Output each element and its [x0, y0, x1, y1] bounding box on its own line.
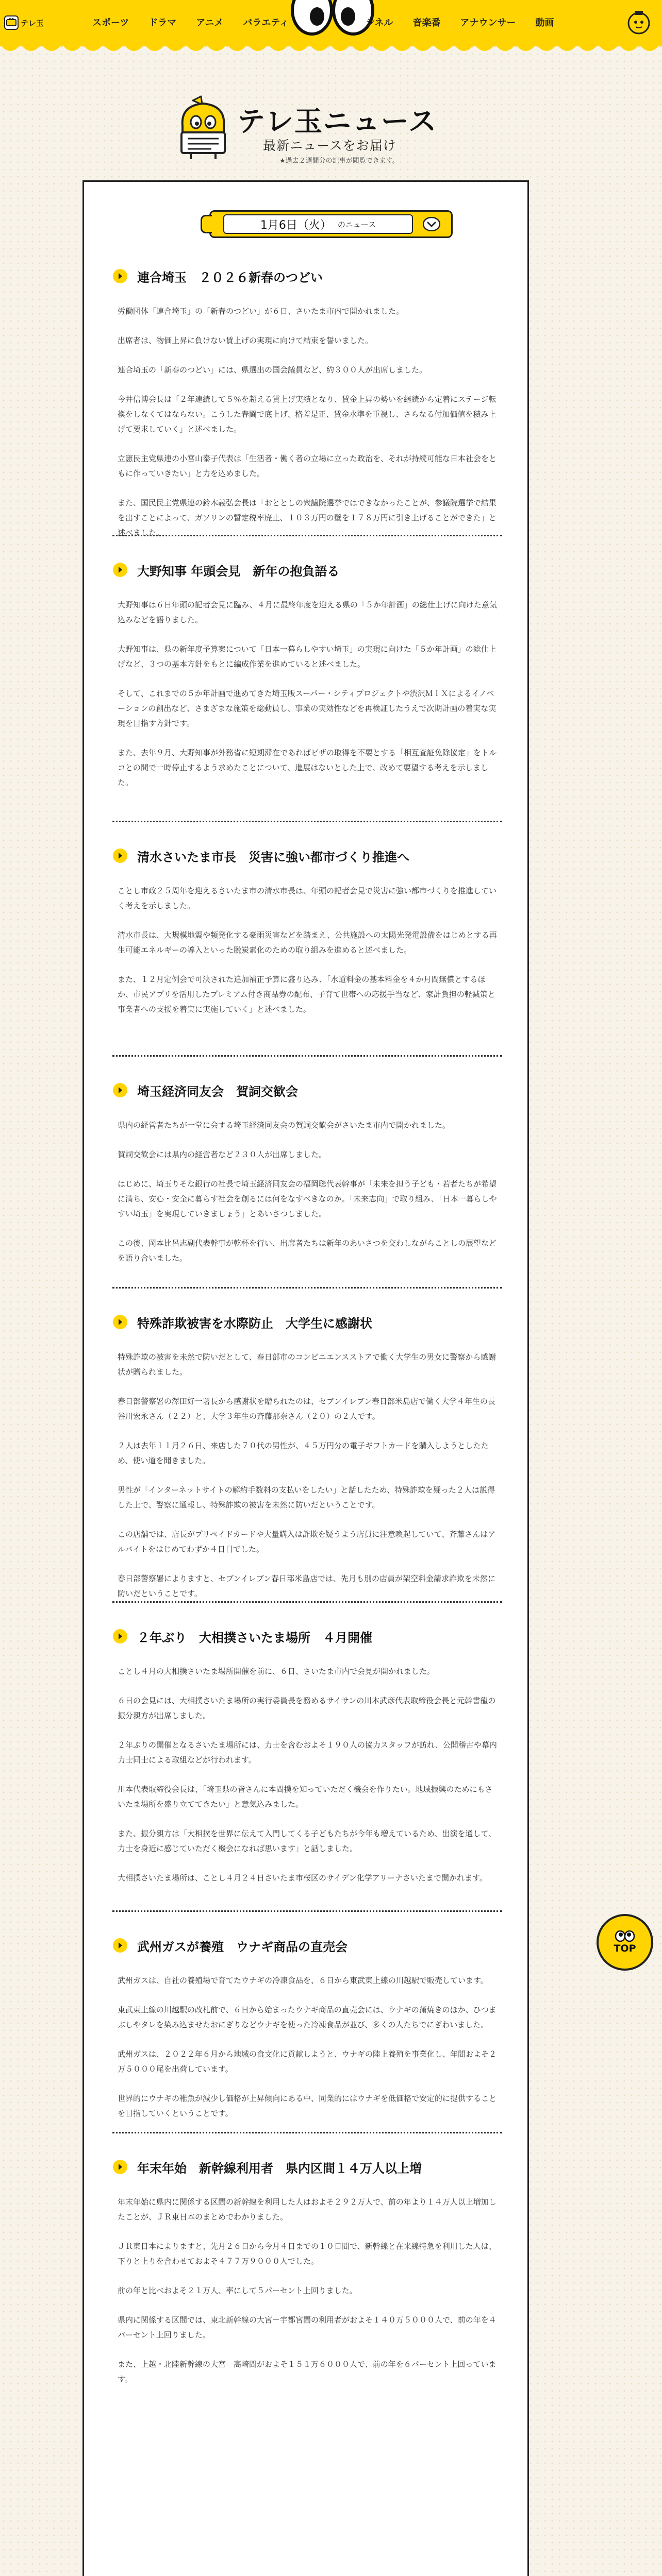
article-paragraph: 川本代表取締役会長は、「埼玉県の皆さんに本間撲を知っていただく機会を作りたい。地域振興のためにもさいたま場所を盛り立ててきたい」と意気込みました。 — [118, 1785, 493, 1809]
article-paragraph: 春日部警察署によりますと、セブンイレブン春日部米島店では、先月も別の店員が架空料金請求詐欺を未然に防いだということです。 — [118, 1574, 496, 1598]
article-paragraph: ２人は去年１１月２６日、来店した７０代の男性が、４５万円分の電子ギフトカードを購入しようとしたため、使い道を聞きました。 — [118, 1441, 489, 1465]
article-body — [112, 304, 502, 540]
article-divider — [112, 1910, 502, 1912]
arrow-bullet-icon — [112, 268, 128, 284]
selected-date: 1月6日（火） — [260, 218, 332, 232]
article-paragraph: 立憲民主党県連の小宮山泰子代表は「生活者・働く者の立場に立った政治を、それが持続可能な日本社会をともに作っていきたい」と力を込めました。 — [118, 454, 497, 478]
news-article — [112, 1627, 502, 1900]
mascot-eyes-small-icon — [615, 1930, 635, 1942]
global-nav-left — [82, 15, 299, 29]
mascot-newsreader-icon — [170, 95, 236, 161]
article-title: 清水さいたま市長 災害に強い都市づくり推進へ — [137, 850, 409, 865]
article-paragraph: 県内に関係する区間では、東北新幹線の大宮－宇都宮間の利用者がおよそ１４０万５０００人で、前の年を４パーセント上回りました。 — [118, 2315, 496, 2340]
article-body — [112, 1118, 502, 1266]
article-paragraph: この店舗では、店長がプリペイドカードや大量購入は詐欺を疑うよう店員に注意喚起していて、斉藤さんはアルバイトをはじめてわずか４日目でした。 — [118, 1530, 496, 1554]
article-paragraph: 春日部警察署の澤田好一署長から感謝状を贈られたのは、セブンイレブン春日部米島店で働く大学４年生の長谷川宏永さん（２２）と、大学３年生の斉藤那奈さん（２０）の２人です。 — [118, 1397, 496, 1421]
site-header — [0, 0, 662, 46]
article-paragraph: 大相撲さいたま場所は、ことし４月２４日さいたま市桜区のサイデン化学アリーナさいたまで開かれます。 — [118, 1873, 487, 1883]
page-subtitle: 最新ニュースをお届け — [263, 138, 396, 153]
article-paragraph: 出席者は、物価上昇に負けない賃上げの実現に向けて結束を誓いました。 — [118, 336, 373, 345]
article-body — [112, 1664, 502, 1886]
article-paragraph: 武州ガスは、自社の養殖場で育てたウナギの冷凍食品を、６日から東武東上線の川越駅で販売しています。 — [118, 1976, 488, 1985]
article-paragraph: 大野知事は、県の新年度予算案について「日本一暮らしやすい埼玉」の実現に向けた「５か年計画」の総仕上げなど、３つの基本方針をもとに編成作業を進めていると述べました。 — [118, 645, 496, 669]
page-title-area — [170, 95, 495, 173]
news-article — [112, 561, 502, 805]
logo-text: テレ玉 — [21, 18, 44, 28]
arrow-bullet-icon — [112, 1082, 128, 1098]
article-header — [112, 1081, 502, 1099]
article-title: 大野知事 年頭会見 新年の抱負語る — [137, 564, 340, 579]
news-article — [112, 1936, 502, 2136]
nav-item-variety[interactable]: バラエティ — [243, 18, 289, 28]
article-paragraph: ことし４月の大相撲さいたま場所開催を前に、６日、さいたま市内で会見が開かれました。 — [118, 1667, 435, 1676]
article-paragraph: また、１２月定例会で可決された追加補正予算に盛り込み、「水道料金の基本料金を４か月間無償とするほか、市民アプリを活用したプレミアム付き商品券の配布、子育て世帯への応援手当など、家計負担の軽減策と事業者への支援を着実に実施していく」と述べました。 — [118, 975, 495, 1014]
global-nav-right — [356, 15, 564, 29]
article-header — [112, 1627, 502, 1646]
article-paragraph: 今井信博会長は「２年連続して５％を超える賃上げ実績となり、賃金上昇の勢いを継続から定着にステージ転換をしなくてはならない。こうした春闘で底上げ、格差是正、賃金水準を重視し、さらなる付加価値を積み上げて要求していく」と述べました。 — [118, 395, 496, 434]
article-title: 連合埼玉 ２０２６新春のつどい — [137, 270, 323, 285]
nav-item-music[interactable]: 音楽番 — [412, 18, 441, 28]
article-divider — [112, 1601, 502, 1603]
article-title: 年末年始 新幹線利用者 県内区間１４万人以上増 — [137, 2161, 422, 2176]
article-divider — [112, 535, 502, 536]
article-header — [112, 561, 502, 579]
news-article — [112, 1081, 502, 1280]
date-selector[interactable] — [209, 210, 453, 238]
article-header — [112, 267, 502, 285]
mascot-menu-icon[interactable] — [626, 9, 652, 35]
article-title: 埼玉経済同友会 賀詞交歓会 — [137, 1084, 298, 1099]
article-paragraph: そして、これまでの５か年計画で進めてきた埼玉版スーパー・シティプロジェクトや渋沢ＭＩＸによるイノベーションの創出など、さまざまな施策を総動員し、事業の実効性などを再検証したうえで次期計画の着実な実現を目指す方針です。 — [118, 689, 496, 728]
news-article — [112, 2158, 502, 2401]
article-paragraph: 年末年始に県内に関係する区間の新幹線を利用した人はおよそ２９２万人で、前の年より１４万人以上増加したことが、ＪＲ東日本のまとめでわかりました。 — [118, 2197, 496, 2222]
article-paragraph: 大野知事は６日年頭の記者会見に臨み、４月に最終年度を迎える県の「５か年計画」の総仕上げに向けた意気込みなどを語りました。 — [118, 600, 497, 624]
article-header — [112, 1936, 502, 1955]
article-paragraph: また、去年９月、大野知事が外務省に短期滞在であればビザの取得を不要とする「相互査証免除協定」をトルコとの間で一時停止するよう求めたことについて、進展はないとした上で、改めて要望する考えを示しました。 — [118, 748, 497, 787]
article-paragraph: また、上越・北陸新幹線の大宮－高崎間がおよそ１５１万６０００人で、前の年を６パーセント上回っています。 — [118, 2360, 496, 2384]
news-article — [112, 846, 502, 1031]
header-wave — [0, 44, 662, 58]
article-title: 武州ガスが養殖 ウナギ商品の直売会 — [137, 1939, 347, 1954]
nav-item-announcer[interactable]: アナウンサー — [460, 18, 516, 28]
article-paragraph: ６日の会見には、大相撲さいたま場所の実行委員長を務めるサイサンの川本武彦代表取締役会長と元幹書龍の振分親方が出席しました。 — [118, 1696, 496, 1720]
page-title: テレ玉ニュース — [237, 105, 438, 138]
nav-item-channel[interactable]: シネル — [366, 18, 393, 28]
article-paragraph: また、国民民主党県連の鈴木義弘会長は「おととしの衆議院選挙ではできなかったことが、参議院選挙で結果を出すことによって、ガソリンの暫定税率廃止、１０３万円の壁を１７８万円に引き上げることができた」と述べました。 — [118, 498, 497, 537]
article-paragraph: この後、岡本比呂志副代表幹事が乾杯を行い、出席者たちは新年のあいさつを交わしながらことしの展望などを語り合いました。 — [118, 1239, 497, 1263]
news-article — [112, 1313, 502, 1616]
article-body — [112, 884, 502, 1017]
article-body — [112, 2195, 502, 2387]
article-header — [112, 1313, 502, 1331]
nav-item-sports[interactable]: スポーツ — [92, 18, 129, 28]
date-suffix: のニュース — [337, 219, 376, 229]
arrow-bullet-icon — [112, 1629, 128, 1644]
arrow-bullet-icon — [112, 848, 128, 863]
article-body — [112, 1350, 502, 1601]
article-paragraph: 県内の経営者たちが一堂に会する埼玉経済同友会の賀詞交歓会がさいたま市内で開かれました。 — [118, 1121, 451, 1130]
article-paragraph: 連合埼玉の「新春のつどい」には、県選出の国会議員など、約３００人が出席しました。 — [118, 365, 427, 375]
back-to-top-label: TOP — [614, 1943, 636, 1954]
archive-note: ★過去２週間分の記事が閲覧できます。 — [279, 157, 399, 165]
arrow-bullet-icon — [112, 1314, 128, 1330]
article-header — [112, 2158, 502, 2176]
news-article — [112, 267, 502, 555]
back-to-top-button[interactable] — [597, 1914, 653, 1971]
article-paragraph: ＪＲ東日本によりますと、先月２６日から今月４日までの１０日間で、新幹線と在来線特急を利用した人は、下りと上りを合わせておよそ４７７万９０００人でした。 — [118, 2242, 496, 2266]
article-divider — [112, 2132, 502, 2133]
article-divider — [112, 821, 502, 822]
article-paragraph: ことし市政２５周年を迎えるさいたま市の清水市長は、年頭の記者会見で災害に強い都市づくりを推進していく考えを示しました。 — [118, 886, 497, 910]
news-panel — [82, 180, 529, 2576]
article-body — [112, 598, 502, 790]
nav-item-drama[interactable]: ドラマ — [148, 18, 177, 28]
article-body — [112, 1973, 502, 2121]
site-logo[interactable] — [4, 12, 66, 33]
chevron-down-icon[interactable] — [418, 215, 445, 233]
article-paragraph: 男性が「インターネットサイトの解約手数料の支払いをしたい」と話したため、特殊詐欺を疑った２人は説得した上で、警察に通報し、特殊詐欺の被害を未然に防いだということです。 — [118, 1485, 495, 1510]
article-paragraph: また、振分親方は「大相撲を世界に伝えて入門してくる子どもたちが今年も増えているため、出演を通して、力士を身近に感じていただく機会になれば思います」と話しました。 — [118, 1829, 496, 1853]
date-selector-cap — [201, 215, 212, 233]
date-display[interactable] — [223, 214, 413, 234]
article-paragraph: ２年ぶりの開催となるさいたま場所には、力士を含むおよそ１９０人の協力スタッフが訪れ、公開稽古や幕内力士同士による取組などが行われます。 — [118, 1740, 497, 1765]
article-paragraph: 前の年と比べおよそ２１万人、率にして５パーセント上回りました。 — [118, 2286, 357, 2295]
article-paragraph: 武州ガスは、２０２２年６月から地域の食文化に貢献しようと、ウナギの陸上養殖を事業化し、年間およそ２万５０００尾を出荷しています。 — [118, 2049, 497, 2074]
article-paragraph: 賀詞交歓会には県内の経営者など２３０人が出席しました。 — [118, 1150, 327, 1159]
article-divider — [112, 1287, 502, 1289]
arrow-bullet-icon — [112, 2159, 128, 2175]
article-title: 特殊詐欺被害を水際防止 大学生に感謝状 — [137, 1316, 372, 1331]
arrow-bullet-icon — [112, 562, 128, 578]
article-paragraph: 特殊詐欺の被害を未然で防いだとして、春日部市のコンビニエンスストアで働く大学生の男女に警察から感謝状が贈られました。 — [118, 1352, 496, 1377]
article-header — [112, 846, 502, 865]
arrow-bullet-icon — [112, 1938, 128, 1953]
article-paragraph: 労働団体「連合埼玉」の「新春のつどい」が６日、さいたま市内で開かれました。 — [118, 307, 404, 316]
article-paragraph: 清水市長は、大規模地震や頻発化する豪雨災害などを踏まえ、公共施設への太陽光発電設備をはじめとする再生可能エネルギーの導入といった脱炭素化のための取り組みを進めると述べました。 — [118, 930, 497, 955]
article-paragraph: 世界的にウナギの稚魚が減少し価格が上昇傾向にある中、同業的にはウナギを低価格で安定的に提供することを目指していくということです。 — [118, 2094, 497, 2118]
article-title: ２年ぶり 大相撲さいたま場所 ４月開催 — [137, 1630, 372, 1645]
tv-icon — [4, 15, 19, 30]
nav-item-anime[interactable]: アニメ — [196, 18, 224, 28]
article-paragraph: はじめに、埼玉りそな銀行の社長で埼玉経済同友会の福岡聡代表幹事が「未来を担う子ども・若者たちが希望に満ち、安心・安全に暮らす社会を創るには何をなすべきなのか。「未来志向」で取り組み、「日本一暮らしやすい埼玉」を実現していきましょう」とあいさつしました。 — [118, 1179, 497, 1218]
nav-item-video[interactable]: 動画 — [535, 18, 554, 28]
article-paragraph: 東武東上線の川越駅の改札前で、６日から始まったウナギ商品の直売会には、ウナギの蒲焼きのほか、ひつまぶしやタレを染み込ませたおにぎりなどウナギを使った冷凍食品が並び、多くの人たちでにぎわいました。 — [118, 2005, 496, 2029]
article-divider — [112, 1055, 502, 1057]
